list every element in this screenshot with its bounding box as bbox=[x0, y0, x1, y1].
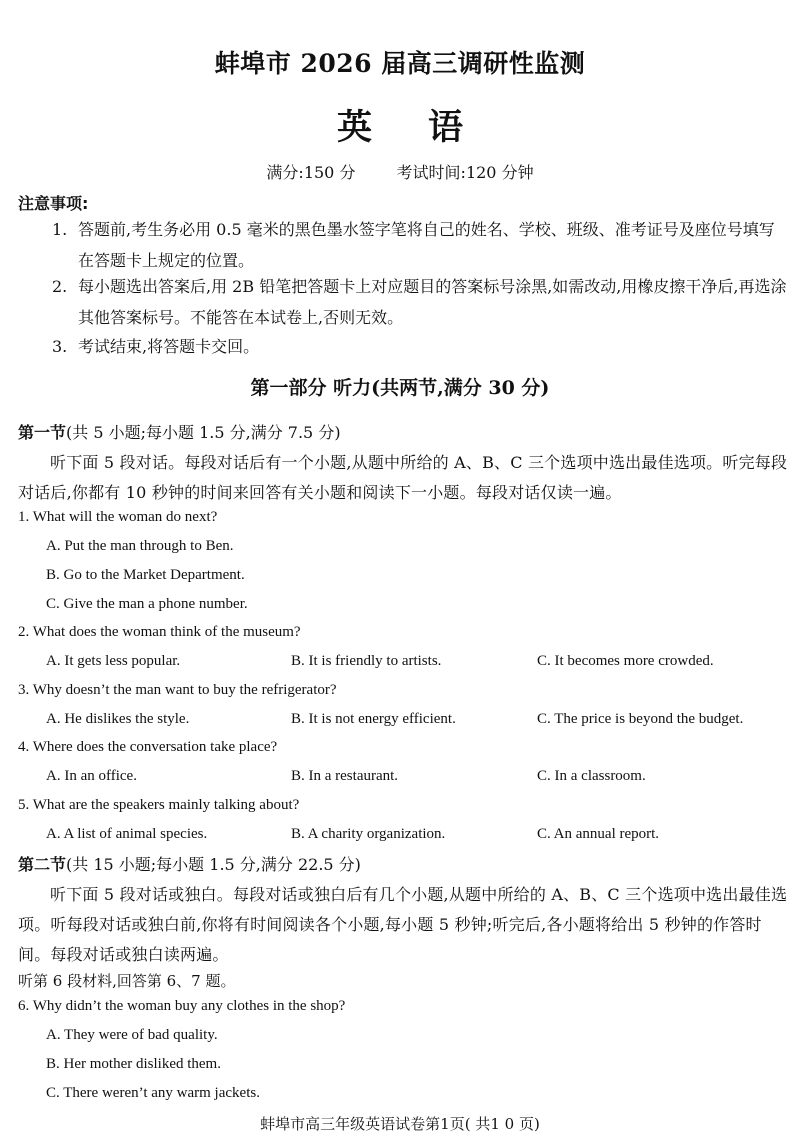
answer-option: A. He dislikes the style. bbox=[46, 711, 190, 727]
exam-meta bbox=[0, 160, 800, 183]
answer-option: A. A list of animal species. bbox=[46, 826, 208, 842]
answer-option: B. A charity organization. bbox=[291, 826, 446, 842]
full-score: 满分:150 分 bbox=[266, 163, 356, 182]
question-stem: 3. Why doesn’t the man want to buy the refrigerator? bbox=[18, 682, 337, 698]
question-stem: 1. What will the woman do next? bbox=[18, 509, 218, 525]
section-label: 第二节 bbox=[18, 855, 67, 874]
page-footer: 蚌埠市高三年级英语试卷第1页( 共1 0 页) bbox=[260, 1115, 540, 1133]
notice-text: 每小题选出答案后,用 2B 铅笔把答题卡上对应题目的答案标号涂黑,如需改动,用橡皮擦干净后,再选涂其他答案标号。不能答在本试卷上,否则无效。 bbox=[78, 277, 787, 327]
notice-item bbox=[52, 331, 787, 362]
exam-time: 考试时间:120 分钟 bbox=[396, 163, 534, 182]
section-info: (共 5 小题;每小题 1.5 分,满分 7.5 分) bbox=[66, 423, 341, 442]
notice-item bbox=[52, 271, 787, 333]
notice-text: 答题前,考生务必用 0.5 毫米的黑色墨水签字笔将自己的姓名、学校、班级、准考证号及座位号填写在答题卡上规定的位置。 bbox=[78, 220, 775, 270]
question-stem: 5. What are the speakers mainly talking about? bbox=[18, 797, 300, 813]
question-stem: 4. Where does the conversation take place? bbox=[18, 739, 278, 755]
answer-option: B. In a restaurant. bbox=[291, 768, 399, 784]
answer-option: C. It becomes more crowded. bbox=[537, 653, 714, 669]
question-stem: 6. Why didn’t the woman buy any clothes in the shop? bbox=[18, 998, 346, 1014]
section-label: 第一节 bbox=[18, 423, 67, 442]
answer-option: B. Her mother disliked them. bbox=[46, 1056, 221, 1072]
subject-title: 英语 bbox=[336, 107, 519, 148]
section-info: (共 15 小题;每小题 1.5 分,满分 22.5 分) bbox=[66, 855, 361, 874]
question-stem: 2. What does the woman think of the museum? bbox=[18, 624, 301, 640]
notice-text: 考试结束,将答题卡交回。 bbox=[78, 337, 260, 356]
notice-item bbox=[52, 214, 787, 276]
answer-option: C. The price is beyond the budget. bbox=[537, 711, 744, 727]
answer-option: C. In a classroom. bbox=[537, 768, 646, 784]
answer-option: B. Go to the Market Department. bbox=[46, 567, 245, 583]
notice-number: 3. bbox=[52, 337, 68, 356]
section-instructions: 听下面 5 段对话。每段对话后有一个小题,从题中所给的 A、B、C 三个选项中选出最佳选项。听完每段对话后,你都有 10 秒钟的时间来回答有关小题和阅读下一小题。每段对话仅读一遍。 bbox=[18, 453, 788, 502]
answer-option: A. They were of bad quality. bbox=[46, 1027, 218, 1043]
answer-option: C. Give the man a phone number. bbox=[46, 596, 248, 612]
answer-option: A. Put the man through to Ben. bbox=[46, 538, 234, 554]
answer-option: B. It is not energy efficient. bbox=[291, 711, 456, 727]
answer-option: A. In an office. bbox=[46, 768, 137, 784]
answer-option: A. It gets less popular. bbox=[46, 653, 181, 669]
material-note: 听第 6 段材料,回答第 6、7 题。 bbox=[18, 972, 236, 990]
answer-option: C. There weren’t any warm jackets. bbox=[46, 1085, 260, 1101]
section-heading bbox=[18, 852, 361, 875]
notice-heading: 注意事项: bbox=[18, 194, 89, 213]
part-heading: 第一部分 听力(共两节,满分 30 分) bbox=[250, 377, 550, 399]
section-heading bbox=[18, 420, 341, 443]
section-instructions: 听下面 5 段对话或独白。每段对话或独白后有几个小题,从题中所给的 A、B、C 三个选项中选出最佳选项。听每段对话或独白前,你将有时间阅读各个小题,每小题 5 秒钟;听完后,各小题将给出 5 秒钟的作答时间。每段对话或独白读两遍。 bbox=[18, 885, 788, 964]
exam-title: 蚌埠市 2026 届高三调研性监测 bbox=[214, 49, 586, 78]
notice-number: 1. bbox=[52, 220, 68, 239]
notice-number: 2. bbox=[52, 277, 68, 296]
answer-option: B. It is friendly to artists. bbox=[291, 653, 442, 669]
answer-option: C. An annual report. bbox=[537, 826, 660, 842]
